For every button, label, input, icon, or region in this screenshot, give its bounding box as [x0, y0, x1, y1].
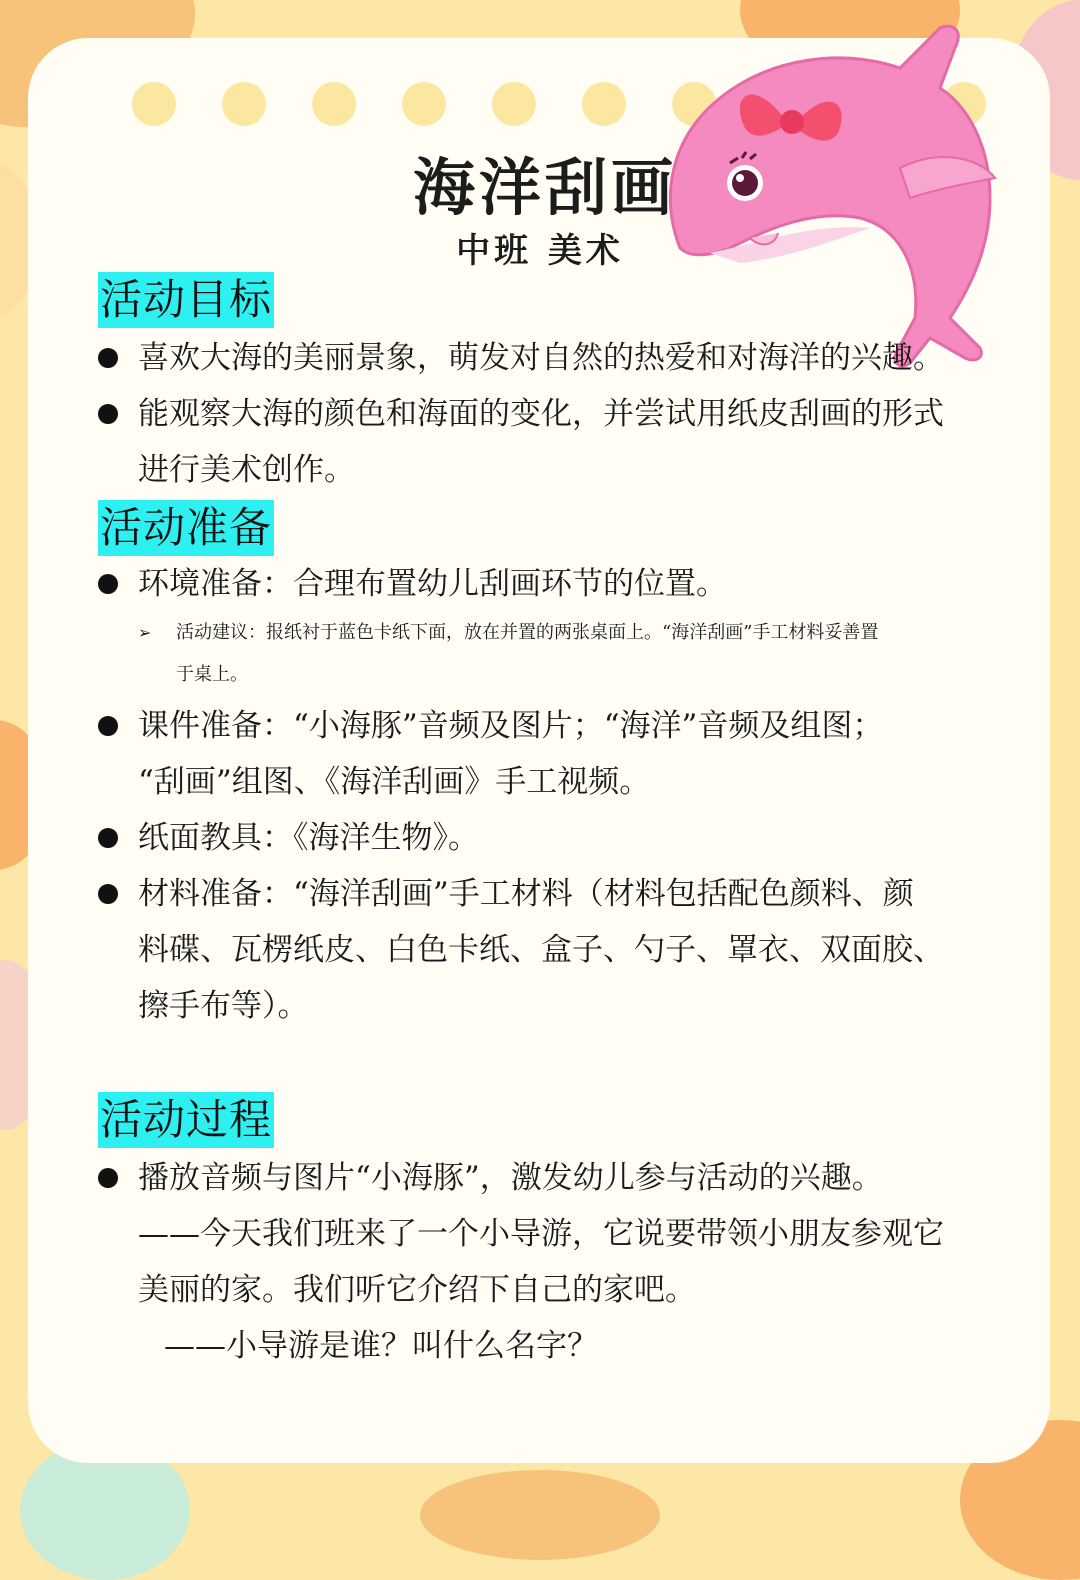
dolphin-icon	[650, 18, 1010, 378]
bullet-icon	[98, 884, 118, 904]
bullet-icon	[98, 404, 118, 424]
bullet-icon	[98, 1168, 118, 1188]
decor-dot	[402, 82, 446, 126]
section-heading-goals: 活动目标	[98, 272, 274, 328]
arrow-bullet-icon: ➢	[138, 623, 152, 642]
list-item-continuation: 擦手布等）。	[138, 988, 309, 1024]
bullet-icon	[98, 828, 118, 848]
list-item-continuation: 美丽的家。我们听它介绍下自己的家吧。	[138, 1272, 696, 1308]
bg-blob	[420, 1470, 660, 1560]
decor-dot	[132, 82, 176, 126]
bullet-icon	[98, 574, 118, 594]
list-item-text: 播放音频与图片“小海豚”，激发幼儿参与活动的兴趣。	[138, 1160, 883, 1196]
decor-dot	[222, 82, 266, 126]
page-title: 海洋刮画	[412, 151, 677, 224]
list-item-continuation: 进行美术创作。	[138, 452, 355, 488]
section-heading-process: 活动过程	[98, 1092, 274, 1148]
decor-dot	[312, 82, 356, 126]
page-subtitle: 中班 美术	[456, 231, 624, 271]
sub-item-text: 活动建议：报纸衬于蓝色卡纸下面，放在并置的两张桌面上。“海洋刮画”手工材料妥善置	[176, 622, 879, 643]
decor-dot	[582, 82, 626, 126]
list-item-text: 能观察大海的颜色和海面的变化，并尝试用纸皮刮画的形式	[138, 396, 944, 432]
bullet-icon	[98, 716, 118, 736]
decor-dot	[492, 82, 536, 126]
sub-item-text: 于桌上。	[176, 664, 248, 685]
section-heading-prep: 活动准备	[98, 500, 274, 556]
bullet-icon	[98, 348, 118, 368]
list-item-text: 喜欢大海的美丽景象，萌发对自然的热爱和对海洋的兴趣。	[138, 340, 944, 376]
list-item-text: 环境准备：合理布置幼儿刮画环节的位置。	[138, 566, 727, 602]
list-item-continuation: “刮画”组图、《海洋刮画》手工视频。	[138, 764, 651, 800]
list-item-text: 纸面教具：《海洋生物》。	[138, 820, 479, 856]
list-item-continuation: ——小导游是谁？叫什么名字？	[164, 1328, 598, 1364]
list-item-text: 材料准备：“海洋刮画”手工材料（材料包括配色颜料、颜	[138, 876, 914, 912]
list-item-continuation: ——今天我们班来了一个小导游，它说要带领小朋友参观它	[138, 1216, 944, 1252]
list-item-text: 课件准备：“小海豚”音频及图片；“海洋”音频及组图；	[138, 708, 884, 744]
list-item-continuation: 料碟、瓦楞纸皮、白色卡纸、盒子、勺子、罩衣、双面胶、	[138, 932, 944, 968]
